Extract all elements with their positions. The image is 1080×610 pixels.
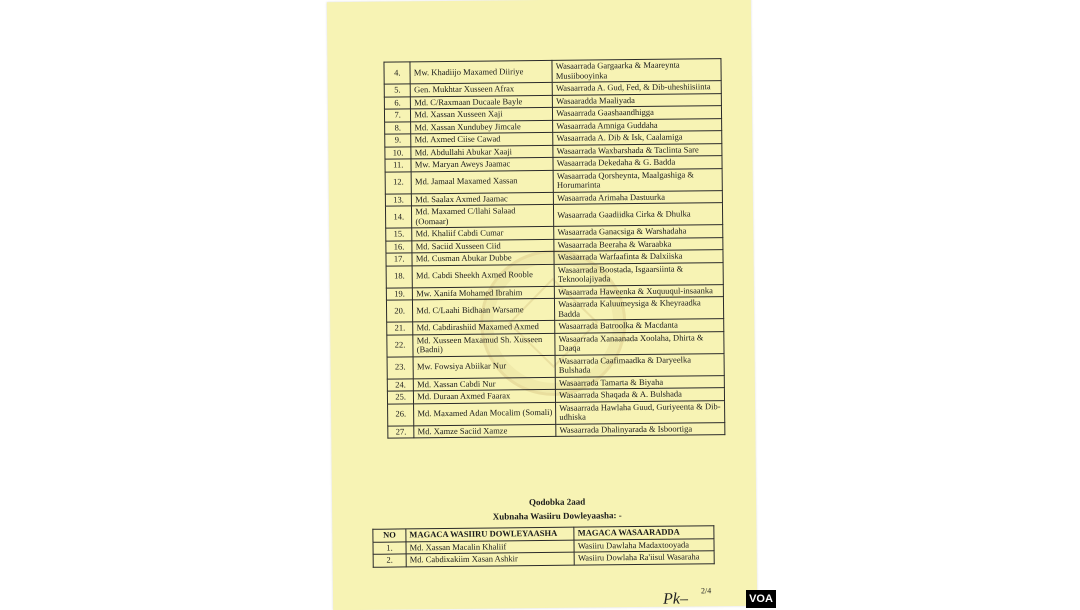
cell-ministry: Wasaaradda Maaliyada bbox=[552, 93, 721, 107]
cell-name: Md. Cusman Abukar Dubbe bbox=[412, 251, 554, 265]
cell-name: Md. Xamze Saciid Xamze bbox=[414, 424, 556, 438]
cell-ministry: Wasaarrada Haweenka & Xuquuqul-insaanka bbox=[554, 284, 723, 298]
cell-name: Md. Cabdi Sheekh Axmed Rooble bbox=[412, 264, 554, 287]
cell-no: 17. bbox=[386, 253, 412, 266]
cell-no: 13. bbox=[385, 193, 411, 206]
cell-name: Md. Xassan Macalin Khaliif bbox=[406, 540, 574, 554]
cell-name: Mw. Xanifa Mohamed Ibrahim bbox=[413, 286, 555, 300]
cell-name: Md. Xusseen Maxamud Sh. Xusseen (Badni) bbox=[413, 333, 555, 356]
cell-name: Md. Saalax Axmed Jaamac bbox=[412, 192, 554, 206]
cell-no: 18. bbox=[386, 265, 413, 287]
cell-no: 27. bbox=[388, 425, 414, 438]
cell-no: 23. bbox=[387, 356, 414, 378]
cell-name: Md. C/Raxmaan Ducaale Bayle bbox=[411, 95, 553, 109]
cell-no: 2. bbox=[373, 554, 406, 567]
cell-name: Md. Xassan Xundubey Jimcale bbox=[411, 120, 553, 134]
cell-name: Mw. Maryan Aweys Jaamac bbox=[411, 157, 553, 171]
cell-no: 10. bbox=[385, 146, 411, 159]
cell-name: Mw. Fowsiya Abiikar Nur bbox=[413, 355, 555, 378]
cell-ministry: Wasaarrada Gaadiidka Cirka & Dhulka bbox=[554, 203, 723, 227]
cell-no: 11. bbox=[385, 159, 411, 172]
cell-ministry: Wasaarrada Gargaarka & Maareynta Musiibooyinka bbox=[552, 59, 721, 83]
cell-ministry: Wasaarrada Hawlaha Guud, Guriyeenta & Dib-udhiska bbox=[556, 400, 725, 424]
cell-no: 21. bbox=[387, 322, 413, 335]
cell-no: 5. bbox=[384, 84, 410, 97]
cell-ministry: Wasaarrada A. Gud, Fed, & Dib-uheshiisiinta bbox=[552, 81, 721, 95]
cell-ministry: Wasaarrada Boostada, Isgaarsiinta & Teknoolajiyada bbox=[554, 262, 723, 286]
cell-name: Gen. Mukhtar Xusseen Afrax bbox=[411, 82, 553, 96]
cell-name: Md. Cabdixakiim Xasan Ashkir bbox=[406, 552, 574, 566]
cell-name: Md. Xassan Cabdi Nur bbox=[414, 377, 556, 391]
cell-name: Md. C/Laahi Bidhaan Warsame bbox=[413, 298, 555, 321]
cell-no: 8. bbox=[385, 121, 411, 134]
cell-ministry: Wasaarrada Kaluumeysiga & Kheyraadka Badda bbox=[555, 297, 724, 321]
table-row bbox=[373, 551, 714, 567]
cell-name: Md. Axmed Ciise Cawad bbox=[411, 132, 553, 146]
document-page bbox=[327, 0, 757, 610]
cell-no: 6. bbox=[384, 96, 410, 109]
section-subtitle: Xubnaha Wasiiru Dowleyaasha: - bbox=[492, 510, 622, 522]
cell-no: 4. bbox=[384, 62, 411, 84]
header-ministry: MAGACA WASAARADDA bbox=[574, 526, 714, 540]
header-no: NO bbox=[373, 529, 406, 542]
cell-ministry: Wasaarrada Dhalinyarada & Isboortiga bbox=[556, 422, 725, 436]
cell-no: 16. bbox=[386, 240, 412, 253]
cell-ministry: Wasiiru Dawlaha Madaxtooyada bbox=[574, 538, 714, 552]
cell-no: 12. bbox=[385, 171, 412, 193]
cell-ministry: Wasaarrada Caafimaadka & Daryeelka Bulshada bbox=[555, 353, 724, 377]
cell-ministry: Wasaarrada Beeraha & Waraabka bbox=[554, 237, 723, 251]
signature: Pk– bbox=[663, 590, 689, 608]
cell-name: Md. Duraan Axmed Faarax bbox=[414, 389, 556, 403]
cell-name: Md. Abdullahi Abukar Xaaji bbox=[411, 145, 553, 159]
cell-ministry: Wasaarrada Ganacsiga & Warshadaha bbox=[554, 225, 723, 239]
cell-name: Mw. Khadiijo Maxamed Diiriye bbox=[410, 60, 552, 83]
cell-ministry: Wasaarrada Warfaafinta & Dalxiiska bbox=[554, 250, 723, 264]
cell-no: 9. bbox=[385, 134, 411, 147]
cell-ministry: Wasaarrada Shaqada & A. Bulshada bbox=[556, 388, 725, 402]
cell-ministry: Wasaarrada Qorsheynta, Maalgashiga & Horumarinta bbox=[553, 168, 722, 192]
page-number: 2/4 bbox=[700, 586, 712, 596]
cell-ministry: Wasaarrada Amniga Guddaha bbox=[553, 118, 722, 132]
cell-no: 22. bbox=[387, 334, 414, 356]
cell-ministry: Wasaarrada Batroolka & Macdanta bbox=[555, 319, 724, 333]
cell-name: Md. Maxamed C/llahi Salaad (Oomaar) bbox=[412, 204, 554, 227]
cell-no: 24. bbox=[387, 378, 413, 391]
state-ministers-table bbox=[372, 525, 714, 567]
cell-name: Md. Khaliif Cabdi Cumar bbox=[412, 226, 554, 240]
cell-no: 1. bbox=[373, 541, 406, 554]
cell-no: 19. bbox=[386, 287, 412, 300]
cell-ministry: Wasaarrada Tamarta & Biyaha bbox=[555, 375, 724, 389]
cell-ministry: Wasaarrada A. Dib & Isk, Caalamiga bbox=[553, 131, 722, 145]
cell-no: 7. bbox=[384, 109, 410, 122]
cell-name: Md. Cabdirashiid Maxamed Axmed bbox=[413, 320, 555, 334]
ministers-table bbox=[383, 58, 725, 439]
cell-ministry: Wasaarrada Xanaanada Xoolaha, Dhirta & Daaqa bbox=[555, 331, 724, 355]
cell-ministry: Wasaarrada Gaashaandhigga bbox=[553, 106, 722, 120]
voa-logo: VOA bbox=[746, 590, 776, 608]
header-name: MAGACA WASIIRU DOWLEYAASHA bbox=[406, 527, 574, 541]
cell-ministry: Wasaarrada Dekedaha & G. Badda bbox=[553, 156, 722, 170]
cell-ministry: Wasiiru Dowlaha Ra'iisul Wasaraha bbox=[574, 551, 714, 565]
cell-no: 25. bbox=[387, 391, 413, 404]
cell-no: 26. bbox=[388, 403, 415, 425]
cell-no: 15. bbox=[386, 228, 412, 241]
cell-ministry: Wasaarrada Waxbarshada & Taclinta Sare bbox=[553, 143, 722, 157]
cell-name: Md. Maxamed Adan Mocalim (Somali) bbox=[414, 402, 556, 425]
section-title: Qodobka 2aad bbox=[528, 496, 586, 508]
cell-no: 20. bbox=[386, 300, 413, 322]
cell-name: Md. Xassan Xusseen Xaji bbox=[411, 107, 553, 121]
table-row bbox=[388, 422, 725, 438]
cell-no: 14. bbox=[385, 206, 412, 228]
cell-name: Md. Jamaal Maxamed Xassan bbox=[411, 170, 553, 193]
cell-ministry: Wasaarrada Arimaha Dastuurka bbox=[554, 190, 723, 204]
cell-name: Md. Saciid Xusseen Ciid bbox=[412, 239, 554, 253]
